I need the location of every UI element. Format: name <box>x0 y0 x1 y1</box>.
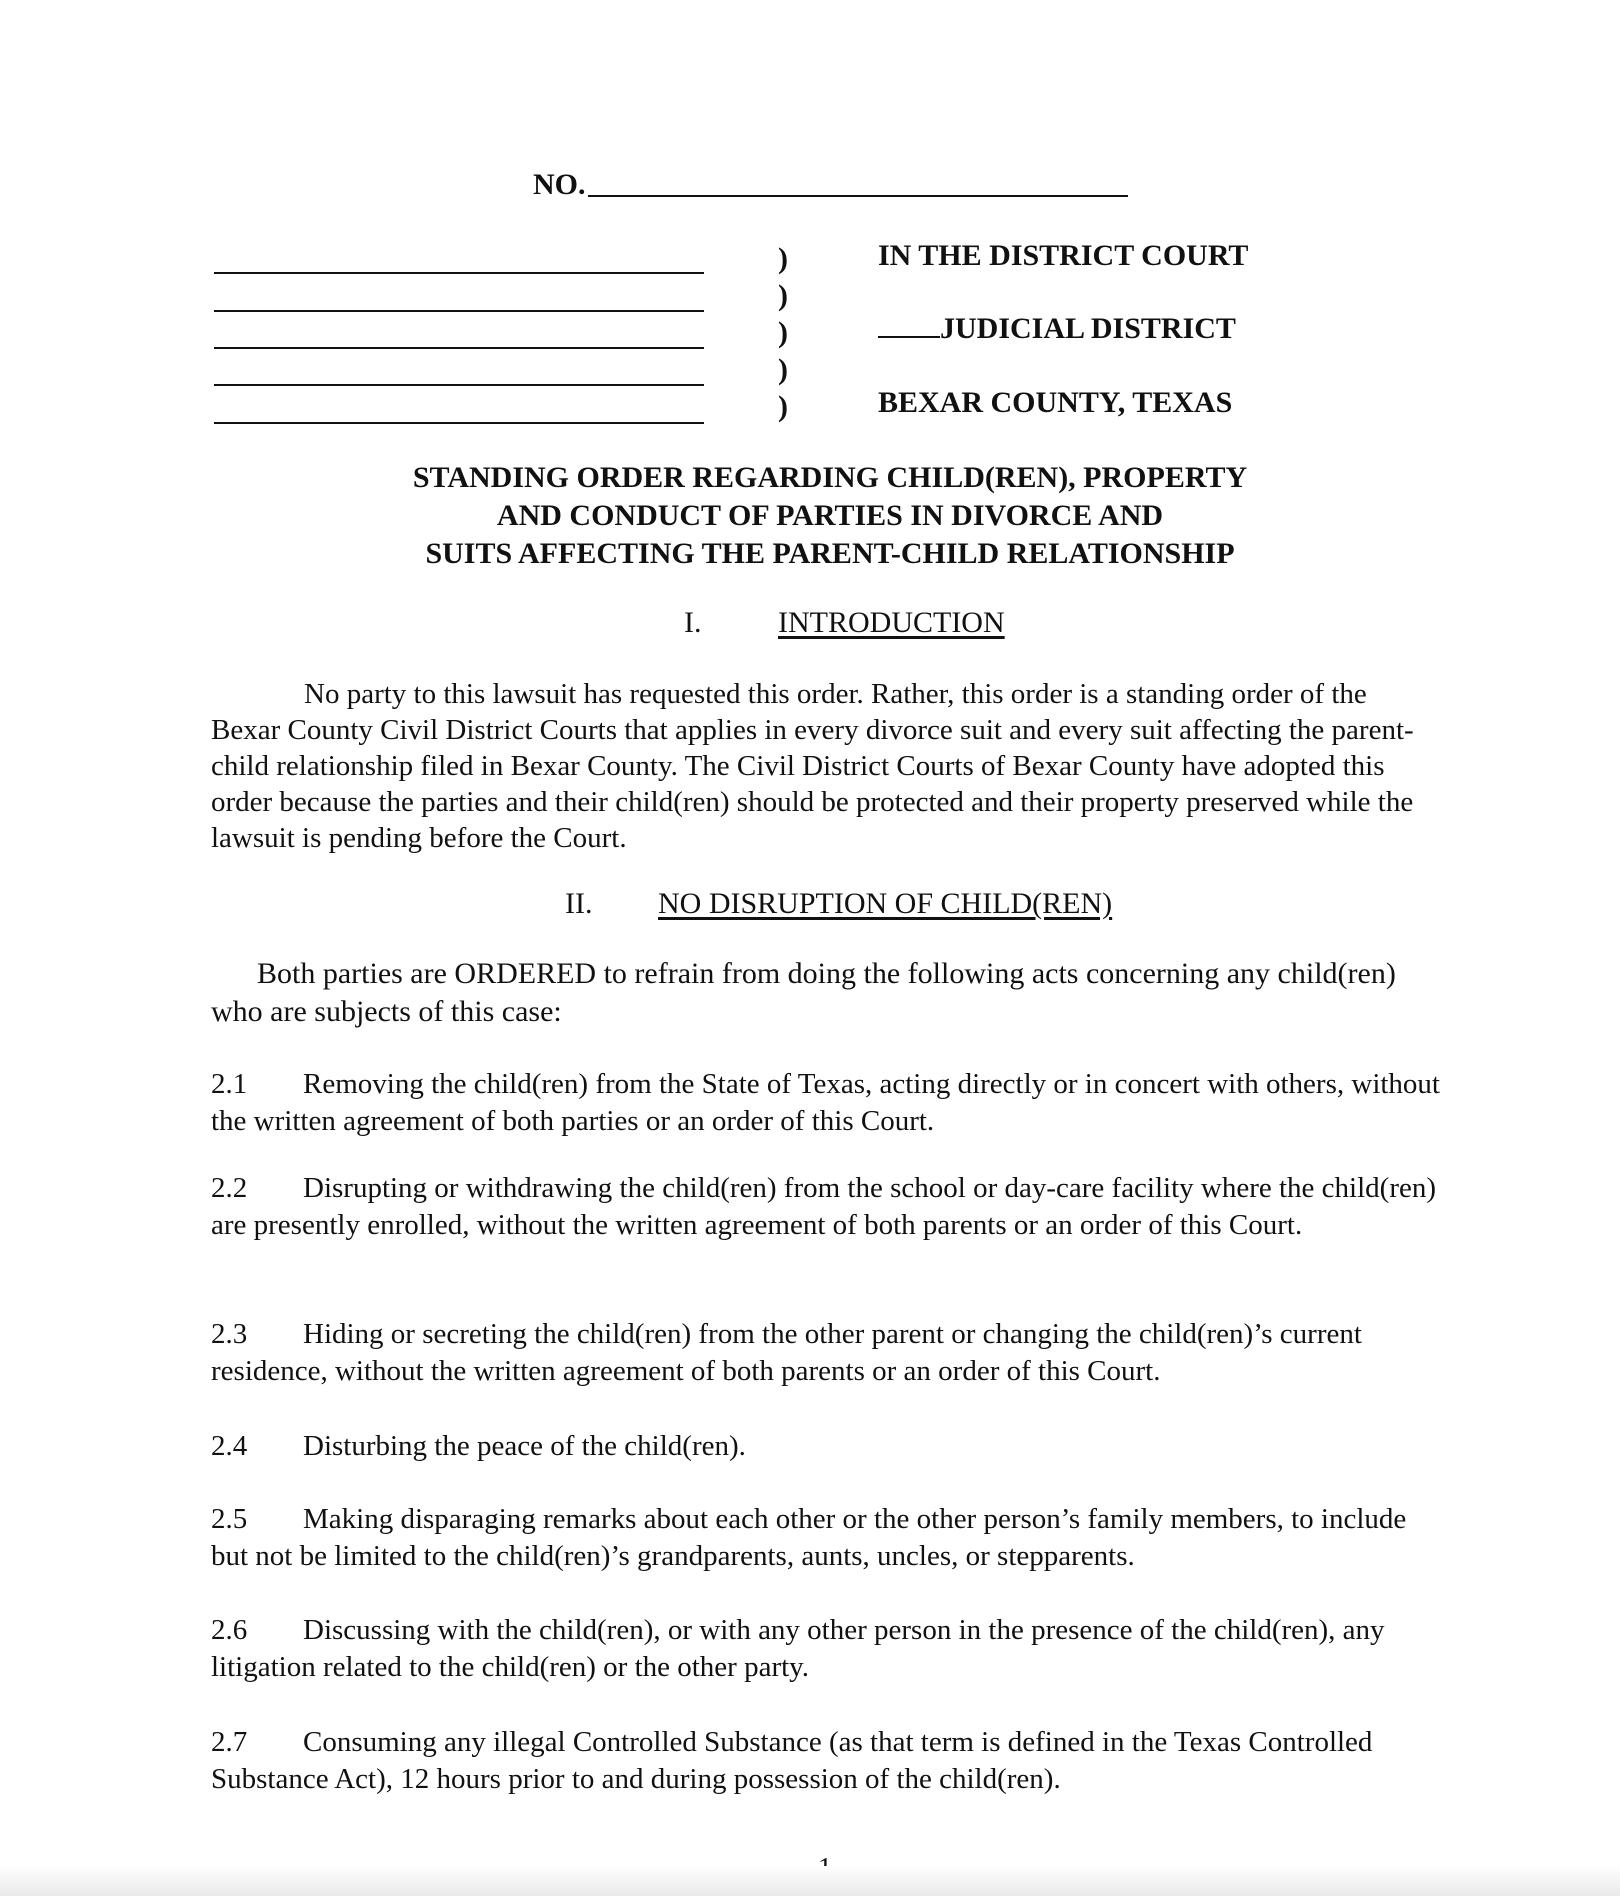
item-number: 2.1 <box>211 1068 248 1100</box>
case-number-blank <box>588 195 1128 197</box>
list-item <box>211 1316 1443 1390</box>
item-text: Making disparaging remarks about each other or the other person’s family members, to include but not be limited to the child(ren)’s grandparents, aunts, uncles, or stepparents. <box>211 1503 1407 1572</box>
title-line: AND CONDUCT OF PARTIES IN DIVORCE AND <box>496 499 1164 532</box>
district-number-blank <box>878 314 940 338</box>
list-item <box>211 1501 1443 1575</box>
item-text: Discussing with the child(ren), or with any other person in the presence of the child(ren), any litigation related to the child(ren) or the other party. <box>211 1614 1385 1683</box>
party-name-blank <box>214 384 704 386</box>
introduction-paragraph: No party to this lawsuit has requested this order. Rather, this order is a standing order of the Bexar County Civil District Courts that applies in every divorce suit and every suit affecting the parent-child relationship filed in Bexar County. The Civil District Courts of Bexar County have adopted this order because the parties and their child(ren) should be protected and their property preserved while the lawsuit is pending before the Court. <box>211 678 1414 854</box>
caption-paren: ) <box>778 242 788 275</box>
item-number: 2.2 <box>211 1172 248 1204</box>
section-number: I. <box>684 606 702 639</box>
caption-paren: ) <box>778 279 788 312</box>
caption-paren: ) <box>778 390 788 423</box>
item-text: Hiding or secreting the child(ren) from the other parent or changing the child(ren)’s current residence, without the written agreement of both parents or an order of this Court. <box>211 1318 1362 1387</box>
county-line: BEXAR COUNTY, TEXAS <box>878 386 1233 419</box>
item-number: 2.3 <box>211 1318 248 1350</box>
item-text: Removing the child(ren) from the State of Texas, acting directly or in concert with others, without the written agreement of both parties or an order of this Court. <box>211 1068 1440 1137</box>
item-number: 2.7 <box>211 1726 248 1758</box>
item-number: 2.5 <box>211 1503 248 1535</box>
caption-paren: ) <box>778 353 788 386</box>
list-item <box>211 1724 1443 1798</box>
court-name: IN THE DISTRICT COURT <box>878 239 1249 272</box>
item-text: Disrupting or withdrawing the child(ren) from the school or day-care facility where the child(ren) are presently enrolled, without the written agreement of both parents or an order of this Court. <box>211 1172 1437 1241</box>
list-item <box>211 1612 1443 1686</box>
judicial-district: JUDICIAL DISTRICT <box>878 312 1236 346</box>
list-item <box>211 1428 1443 1465</box>
party-name-blank <box>214 422 704 424</box>
order-intro-paragraph: Both parties are ORDERED to refrain from doing the following acts concerning any child(ren) who are subjects of this case: <box>211 957 1396 1028</box>
party-name-blank <box>214 272 704 274</box>
item-text: Disturbing the peace of the child(ren). <box>303 1430 746 1462</box>
document-title <box>210 459 1450 573</box>
party-name-blank <box>214 347 704 349</box>
list-item <box>211 1170 1443 1244</box>
title-line: STANDING ORDER REGARDING CHILD(REN), PROPERTY <box>412 461 1248 494</box>
section-title: NO DISRUPTION OF CHILD(REN) <box>658 887 1113 920</box>
section-number: II. <box>565 887 593 920</box>
page-edge-shadow <box>0 1866 1620 1896</box>
party-name-blank <box>214 310 704 312</box>
list-item <box>211 1066 1443 1140</box>
case-number-label: NO. <box>533 168 586 201</box>
section-title: INTRODUCTION <box>778 606 1005 639</box>
caption-paren: ) <box>778 316 788 349</box>
item-text: Consuming any illegal Controlled Substance (as that term is defined in the Texas Controlled Substance Act), 12 hours prior to and during possession of the child(ren). <box>211 1726 1373 1795</box>
title-line: SUITS AFFECTING THE PARENT-CHILD RELATIONSHIP <box>425 537 1235 570</box>
item-number: 2.6 <box>211 1614 248 1646</box>
section-heading <box>565 887 1112 921</box>
section-heading <box>684 606 1005 640</box>
item-number: 2.4 <box>211 1430 248 1462</box>
